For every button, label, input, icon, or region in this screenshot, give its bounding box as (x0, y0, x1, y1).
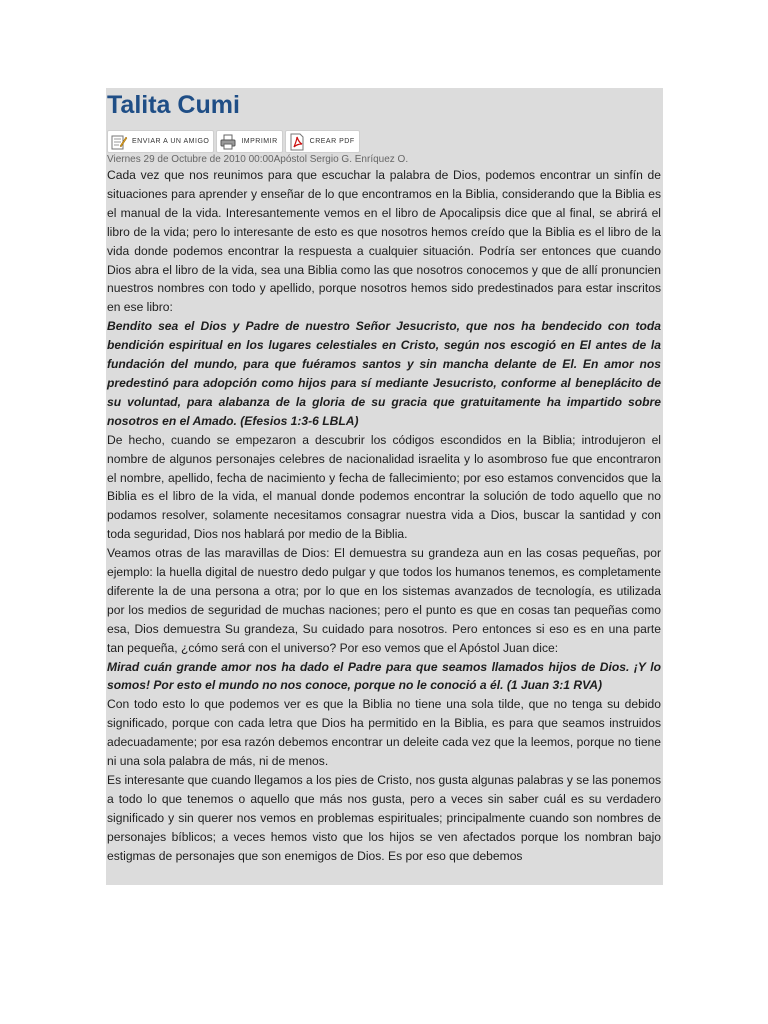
paragraph: Veamos otras de las maravillas de Dios: El demuestra su grandeza aun en las cosas pequeñas, por ejemplo: la huella digital de nuestro dedo pulgar y que todos los humanos tenemos, es completamente diferente la de una persona a otra; por lo que en los sistemas avanzados de tecnología, es utilizada por los medios de seguridad de muchas naciones; pero el punto es que en cosas tan pequeñas como esa, Dios demuestra Su grandeza, Su cuidado para nosotros. Pero entonces si eso es en una parte tan pequeña, ¿cómo será con el universo? Por eso vemos que el Apóstol Juan dice: (107, 546, 661, 655)
email-to-friend-button[interactable] (107, 130, 214, 153)
scripture-quote: Bendito sea el Dios y Padre de nuestro Señor Jesucristo, que nos ha bendecido con toda bendición espiritual en los lugares celestiales en Cristo, según nos escogió en El antes de la fundación del mundo, para que fuéramos santos y sin mancha delante de El. En amor nos predestinó para adopción como hijos para sí mediante Jesucristo, conforme al beneplácito de su voluntad, para alabanza de la gloria de su gracia que gratuitamente ha impartido sobre nosotros en el Amado. (Efesios 1:3-6 LBLA) (107, 319, 661, 428)
create-pdf-button[interactable] (285, 130, 360, 153)
print-button[interactable] (216, 130, 282, 153)
email-to-friend-label: ENVIAR A UN AMIGO (132, 138, 210, 145)
article-toolbar (107, 131, 661, 153)
printer-icon (219, 133, 237, 151)
article-meta: Viernes 29 de Octubre de 2010 00:00Apóstol Sergio G. Enríquez O. (107, 154, 409, 165)
email-icon (110, 133, 128, 151)
paragraph: Con todo esto lo que podemos ver es que la Biblia no tiene una sola tilde, que no tenga su debido significado, porque con cada letra que Dios ha permitido en la Biblia, es para que seamos instruidos adecuadamente; por esa razón debemos encontrar un deleite cada vez que la leemos, porque no tiene ni una sola palabra de más, ni de menos. (107, 697, 661, 769)
paragraph: De hecho, cuando se empezaron a descubrir los códigos escondidos en la Biblia; introdujeron el nombre de algunos personajes celebres de nacionalidad israelita y lo asombroso fue que encontraron el nombre, apellido, fecha de nacimiento y fecha de fallecimiento; por eso estamos convencidos que la Biblia es el libro de la vida, el manual donde podemos encontrar la solución de todo aquello que no podamos resolver, solamente necesitamos consagrar nuestra vida a Dios, buscar la santidad y con toda seguridad, Dios nos hablará por medio de la Biblia. (107, 432, 661, 542)
scripture-quote: Mirad cuán grande amor nos ha dado el Padre para que seamos llamados hijos de Dios. ¡Y lo somos! Por esto el mundo no nos conoce, porque no le conoció a él. (1 Juan 3:1 RVA) (107, 659, 661, 693)
article-content (106, 88, 663, 885)
print-label: IMPRIMIR (241, 138, 278, 145)
create-pdf-label: CREAR PDF (309, 138, 355, 145)
paragraph: Cada vez que nos reunimos para que escuchar la palabra de Dios, podemos encontrar un sinfín de situaciones para aprender y enseñar de lo que encontramos en la Biblia, considerando que la Biblia es el manual de la vida. Interesantemente vemos en el libro de Apocalipsis dice que al final, se abrirá el libro de la vida; pero lo interesante de esto es que nosotros hemos creído que la Biblia es el libro de la vida donde podemos encontrar la respuesta a cualquier situación. Podría ser entonces que cuando Dios abra el libro de la vida, sea una Biblia como las que nosotros conocemos y que de allí pronuncien nuestros nombres con todo y apellido, porque nosotros hemos sido predestinados para estar inscritos en ese libro: (107, 168, 661, 315)
pdf-icon (288, 133, 306, 151)
paragraph: Es interesante que cuando llegamos a los pies de Cristo, nos gusta algunas palabras y se las ponemos a todo lo que tenemos o aquello que más nos gusta, pero a veces sin saber cuál es su verdadero significado y sin querer nos vemos en problemas espirituales; principalmente cuando son nombres de personajes bíblicos; a veces hemos visto que los hijos se ven afectados porque los nombran bajo estigmas de personajes que son enemigos de Dios. Es por eso que debemos (107, 773, 661, 863)
article-title: Talita Cumi (107, 91, 240, 119)
